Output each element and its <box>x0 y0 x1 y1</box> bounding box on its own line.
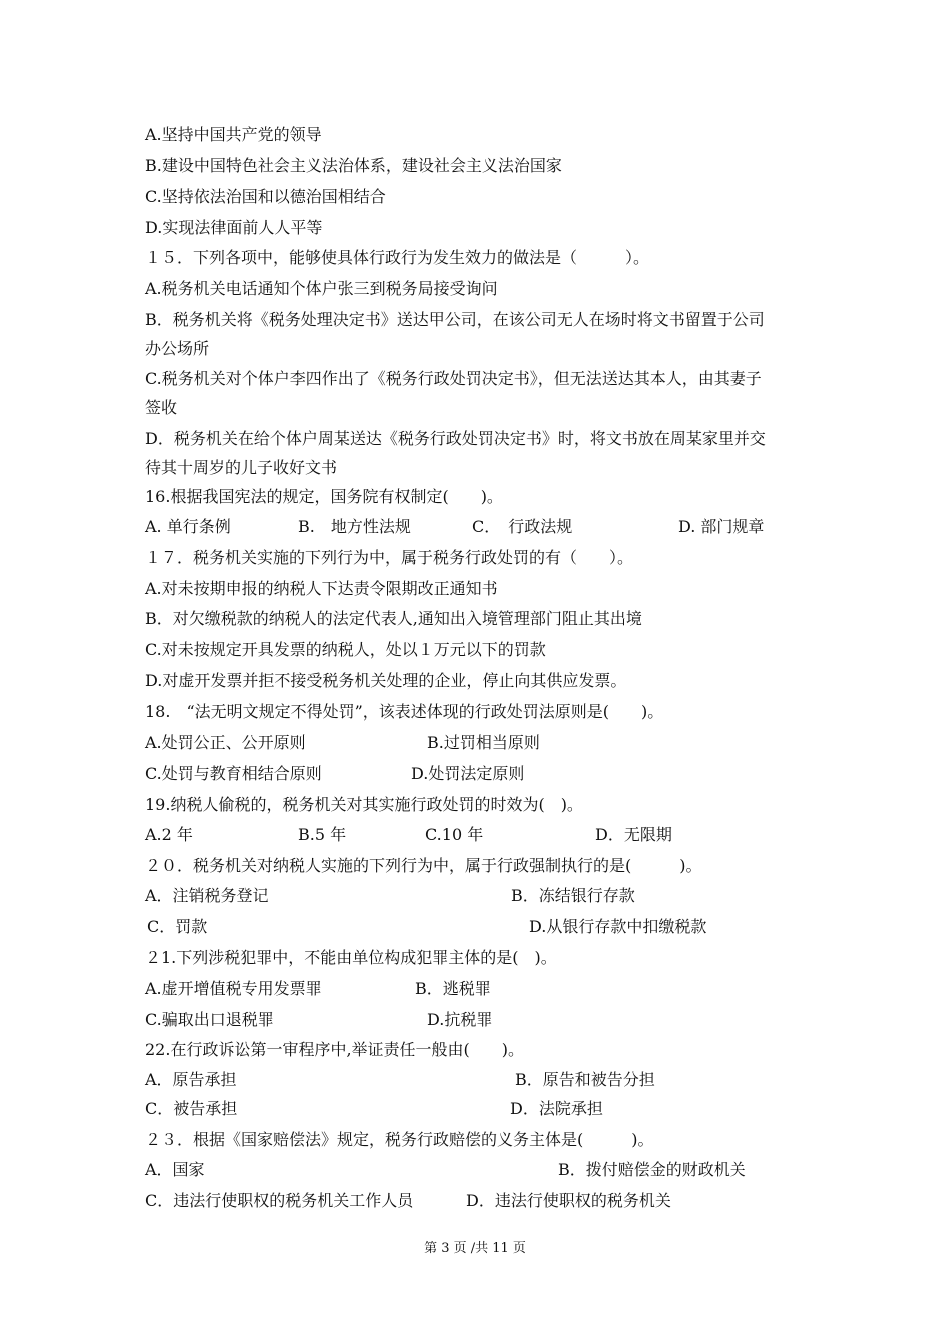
q16-option-b: B. 地方性法规 <box>298 517 411 536</box>
page-footer: 第 3 页 /共 11 页 <box>424 1241 526 1256</box>
q20-option-c: C．罚款 <box>147 917 208 936</box>
q21-option-d: D.抗税罪 <box>427 1010 493 1029</box>
q15-option-d: D．税务机关在给个体户周某送达《税务行政处罚决定书》时，将文书放在周某家里并交 <box>145 429 766 448</box>
q16-option-a: A. 单行条例 <box>145 517 231 536</box>
question-21: ２1.下列涉税犯罪中，不能由单位构成犯罪主体的是( )。 <box>145 948 557 967</box>
q19-option-d: D．无限期 <box>595 825 672 844</box>
q14-option-d: D.实现法律面前人人平等 <box>145 218 323 237</box>
q19-option-c: C.10 年 <box>425 825 484 844</box>
q15-option-b-cont: 办公场所 <box>145 339 210 358</box>
q17-option-a: A.对未按期申报的纳税人下达责令限期改正通知书 <box>145 579 498 598</box>
q17-option-d: D.对虚开发票并拒不接受税务机关处理的企业，停止向其供应发票。 <box>145 671 627 690</box>
question-17: １７．税务机关实施的下列行为中，属于税务行政处罚的有（ ）。 <box>145 548 634 567</box>
question-20: ２０．税务机关对纳税人实施的下列行为中，属于行政强制执行的是( )。 <box>145 856 702 875</box>
q18-option-d: D.处罚法定原则 <box>411 764 525 783</box>
q18-option-a: A.处罚公正、公开原则 <box>145 733 306 752</box>
q14-option-c: C.坚持依法治国和以德治国相结合 <box>145 187 386 206</box>
q19-option-b: B.5 年 <box>298 825 347 844</box>
q16-option-c: C． 行政法规 <box>472 517 573 536</box>
q18-option-b: B.过罚相当原则 <box>427 733 540 752</box>
q21-option-b: B．逃税罪 <box>415 979 491 998</box>
q22-option-a: A．原告承担 <box>145 1070 237 1089</box>
q22-option-d: D．法院承担 <box>510 1099 603 1118</box>
q15-option-c-cont: 签收 <box>145 398 178 417</box>
q23-option-d: D．违法行使职权的税务机关 <box>466 1191 671 1210</box>
q18-option-c: C.处罚与教育相结合原则 <box>145 764 322 783</box>
q21-option-a: A.虚开增值税专用发票罪 <box>145 979 322 998</box>
q20-option-a: A．注销税务登记 <box>145 886 269 905</box>
q16-option-d: D. 部门规章 <box>678 517 765 536</box>
q14-option-b: B.建设中国特色社会主义法治体系，建设社会主义法治国家 <box>145 156 562 175</box>
question-19: 19.纳税人偷税的，税务机关对其实施行政处罚的时效为( )。 <box>145 795 583 814</box>
question-16: 16.根据我国宪法的规定，国务院有权制定( )。 <box>145 487 503 506</box>
q22-option-c: C．被告承担 <box>145 1099 238 1118</box>
q17-option-c: C.对未按规定开具发票的纳税人，处以１万元以下的罚款 <box>145 640 546 659</box>
q15-option-a: A.税务机关电话通知个体户张三到税务局接受询问 <box>145 279 498 298</box>
q15-option-d-cont: 待其十周岁的儿子收好文书 <box>145 458 338 477</box>
q20-option-b: B．冻结银行存款 <box>511 886 635 905</box>
q14-option-a: A.坚持中国共产党的领导 <box>145 125 322 144</box>
question-23: ２３．根据《国家赔偿法》规定，税务行政赔偿的义务主体是( )。 <box>145 1130 654 1149</box>
q22-option-b: B．原告和被告分担 <box>515 1070 655 1089</box>
q23-option-b: B．拨付赔偿金的财政机关 <box>558 1160 746 1179</box>
q15-option-b: B．税务机关将《税务处理决定书》送达甲公司，在该公司无人在场时将文书留置于公司 <box>145 310 765 329</box>
q23-option-a: A．国家 <box>145 1160 205 1179</box>
question-15: １５．下列各项中，能够使具体行政行为发生效力的做法是（ ）。 <box>145 248 650 267</box>
question-22: 22.在行政诉讼第一审程序中,举证责任一般由( )。 <box>145 1040 525 1059</box>
q20-option-d: D.从银行存款中扣缴税款 <box>529 917 707 936</box>
question-18: 18. “法无明文规定不得处罚”，该表述体现的行政处罚法原则是( )。 <box>145 702 664 721</box>
q19-option-a: A.2 年 <box>145 825 193 844</box>
q23-option-c: C．违法行使职权的税务机关工作人员 <box>145 1191 414 1210</box>
q21-option-c: C.骗取出口退税罪 <box>145 1010 274 1029</box>
q15-option-c: C.税务机关对个体户李四作出了《税务行政处罚决定书》，但无法送达其本人，由其妻子 <box>145 369 762 388</box>
q17-option-b: B．对欠缴税款的纳税人的法定代表人,通知出入境管理部门阻止其出境 <box>145 609 642 628</box>
